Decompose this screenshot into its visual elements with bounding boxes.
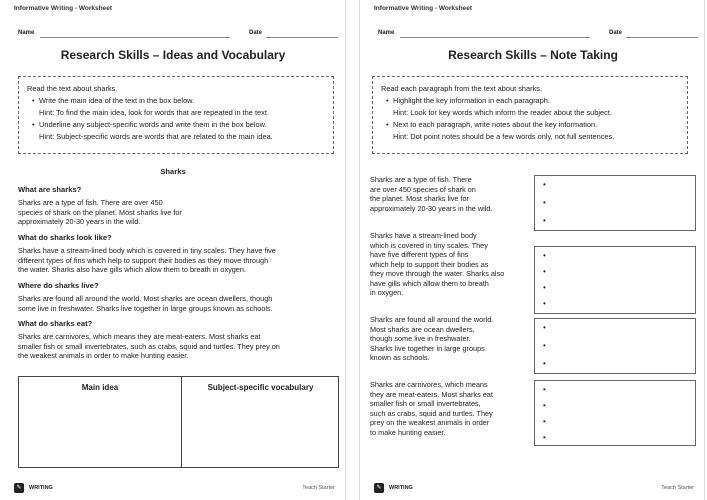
section-heading: What do sharks eat? <box>18 319 93 328</box>
note-bullet: • <box>543 299 546 308</box>
text-line: the water. Sharks also have gills which allow them to breath in oxygen. <box>18 265 246 274</box>
note-bullet: • <box>543 267 546 276</box>
writing-icon: ✎ <box>374 483 384 493</box>
notes-box[interactable] <box>534 318 696 374</box>
note-bullet: • <box>543 180 546 189</box>
text-line: Sharks have a stream-lined body <box>370 231 477 240</box>
footer-label: WRITING <box>29 485 53 491</box>
note-bullet: • <box>543 433 546 442</box>
text-line: Sharks live together in large groups <box>370 343 485 353</box>
text-line: Most sharks are ocean dwellers, <box>370 324 475 334</box>
text-line: though some live in freshwater. <box>370 334 471 343</box>
footer-label: WRITING <box>389 485 413 491</box>
instruction-hint: Hint: Subject-specific words are words that are related to the main idea. <box>39 132 273 141</box>
name-date-row <box>14 30 337 40</box>
text-title: Sharks <box>160 167 186 176</box>
instruction-bullet: • Next to each paragraph, write notes about the key information. <box>381 119 679 131</box>
text-line: to make hunting easier. <box>370 427 446 437</box>
instruction-hint: Hint: To find the main idea, look for words that are repeated in the text. <box>39 108 269 117</box>
notes-box[interactable] <box>534 380 696 446</box>
section-heading: Where do sharks live? <box>18 281 99 290</box>
notes-box[interactable] <box>534 246 696 314</box>
text-line: prey on the weakest animals in order <box>370 418 490 427</box>
footer-brand: Teach Starter <box>302 485 335 491</box>
text-line: which is covered in tiny scales. They <box>370 240 488 250</box>
text-line: different types of fins which help to support their bodies as they move through <box>18 255 269 265</box>
main-idea-header: Main idea <box>81 383 119 392</box>
section-body <box>18 198 182 227</box>
note-bullet: • <box>543 401 546 410</box>
note-bullet: • <box>543 198 546 207</box>
page-title: Research Skills – Note Taking <box>448 48 618 62</box>
note-bullet: • <box>543 283 546 292</box>
worksheet-page-notes <box>359 0 705 500</box>
instruction-hint: Hint: Look for key words which inform the reader about the subject. <box>393 108 612 117</box>
instructions-box <box>18 76 334 154</box>
worksheet-page-ideas <box>0 0 346 500</box>
text-line: Sharks have a stream-lined body which is covered in tiny scales. They have five <box>18 246 276 255</box>
vocabulary-header: Subject-specific vocabulary <box>207 383 314 392</box>
instruction-hint: Hint: Dot point notes should be a few words only, not full sentences. <box>393 132 615 141</box>
note-bullet: • <box>543 359 546 368</box>
text-line: Sharks are a type of fish. There <box>370 175 472 184</box>
text-line: the weakest animals in order to make hunting easier. <box>18 351 189 360</box>
text-line: Sharks are a type of fish. There are over 450 <box>18 198 163 207</box>
section-heading: What do sharks look like? <box>18 233 112 242</box>
page-header: Informative Writing - Worksheet <box>374 5 472 12</box>
text-line: are over 450 species of shark on <box>370 184 476 194</box>
date-label: Date <box>249 30 263 36</box>
text-line: Sharks are found all around the world. <box>370 315 494 324</box>
note-bullet: • <box>543 323 546 332</box>
paragraph <box>370 315 530 363</box>
instruction-intro: Read the text about sharks. <box>27 84 118 93</box>
text-line: Sharks are found all around the world. Most sharks are ocean dwellers, though <box>18 294 273 303</box>
name-line[interactable] <box>400 37 590 38</box>
text-line: smaller fish or small invertebrates, <box>370 399 481 408</box>
page-title: Research Skills – Ideas and Vocabulary <box>60 48 286 62</box>
text-line: Sharks are carnivores, which means they are meat-eaters. Most sharks eat <box>18 332 261 341</box>
name-date-row <box>374 30 696 40</box>
section-body <box>18 294 273 313</box>
text-line: some live in freshwater. Sharks live together in large groups known as schools. <box>18 303 273 313</box>
instruction-bullet: • Highlight the key information in each paragraph. <box>381 95 679 107</box>
text-line: known as schools. <box>370 353 430 362</box>
page-header: Informative Writing - Worksheet <box>14 5 112 12</box>
note-bullet: • <box>543 417 546 426</box>
date-line[interactable] <box>626 37 698 38</box>
instruction-intro: Read each paragraph from the text about sharks. <box>381 84 543 93</box>
notes-box[interactable] <box>534 175 696 231</box>
text-line: such as crabs, squid and turtles. They <box>370 408 493 418</box>
text-line: approximately 20-30 years in the wild. <box>18 217 141 226</box>
footer-brand: Teach Starter <box>661 485 694 491</box>
text-line: they are meat-eaters. Most sharks eat <box>370 389 493 399</box>
text-line: have five different types of fins <box>370 250 469 259</box>
writing-icon: ✎ <box>14 483 24 493</box>
text-line: smaller fish or small invertebrates, such as crabs, squid and turtles. They prey on <box>18 341 280 351</box>
paragraph <box>370 175 530 213</box>
page-footer <box>374 483 694 493</box>
section-heading: What are sharks? <box>18 185 82 194</box>
date-line[interactable] <box>266 37 338 38</box>
answer-table <box>18 376 339 468</box>
text-line: have gills which allow them to breath <box>370 278 489 288</box>
note-bullet: • <box>543 385 546 394</box>
text-line: Sharks are carnivores, which means <box>370 380 488 389</box>
name-line[interactable] <box>40 37 230 38</box>
text-line: they move through the water. Sharks also <box>370 269 505 278</box>
page-footer <box>14 483 335 493</box>
name-label: Name <box>378 30 395 36</box>
section-body <box>18 332 280 361</box>
paragraph <box>370 380 530 437</box>
name-label: Name <box>18 30 35 36</box>
text-line: the planet. Most sharks live for <box>370 194 469 203</box>
section-body <box>18 246 276 275</box>
paragraph <box>370 231 530 298</box>
note-bullet: • <box>543 216 546 225</box>
text-line: which help to support their bodies as <box>370 259 489 269</box>
text-line: approximately 20-30 years in the wild. <box>370 203 493 213</box>
date-label: Date <box>609 30 623 36</box>
vocabulary-cell[interactable] <box>182 377 339 467</box>
instruction-bullet: • Underline any subject-specific words and write them in the box below. <box>27 119 325 131</box>
instruction-bullet: • Write the main idea of the text in the box below. <box>27 95 325 107</box>
instructions-box <box>372 76 688 154</box>
note-bullet: • <box>543 251 546 260</box>
text-line: species of shark on the planet. Most sharks live for <box>18 207 182 217</box>
text-line: in oxygen. <box>370 288 404 297</box>
note-bullet: • <box>543 341 546 350</box>
main-idea-cell[interactable] <box>19 377 182 467</box>
